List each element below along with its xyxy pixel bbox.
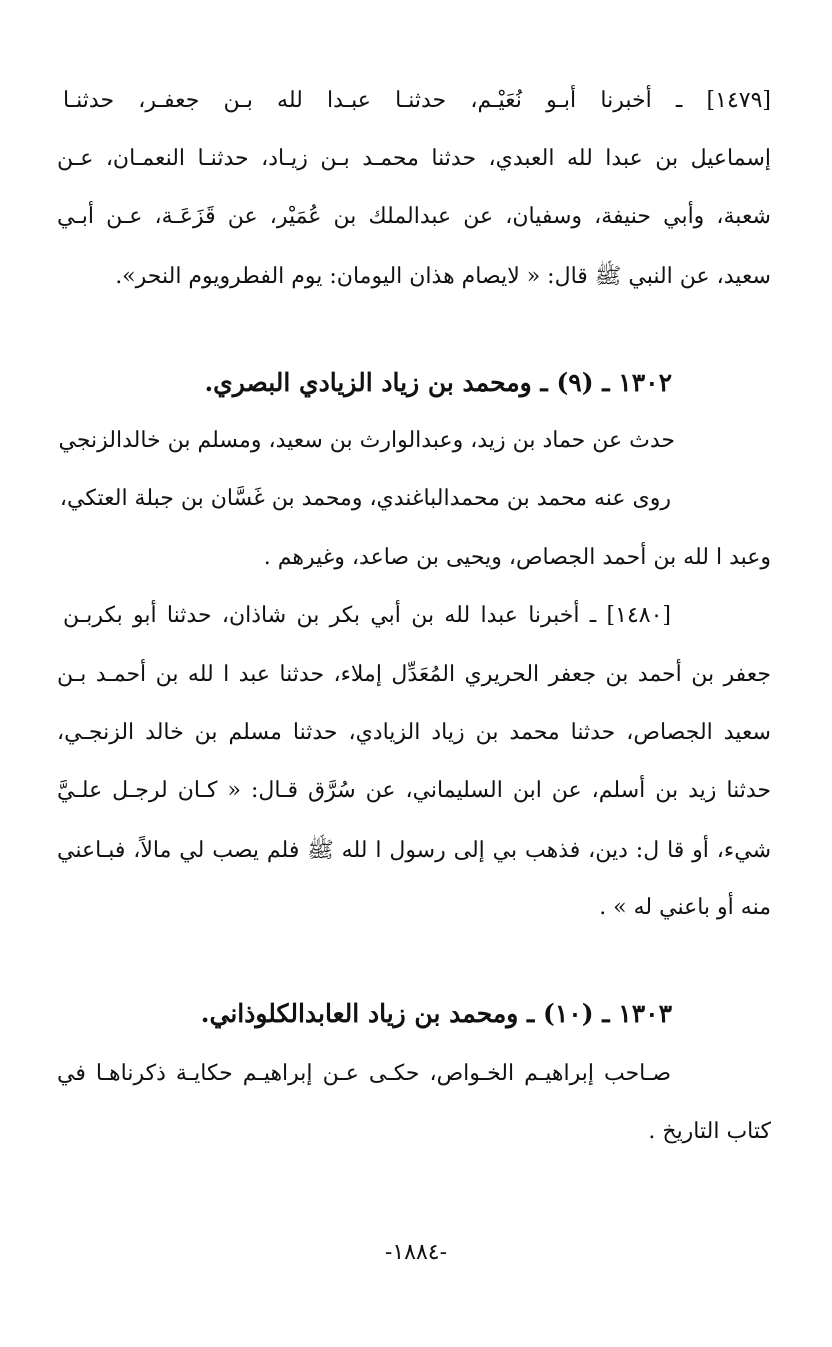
hadith-1479-line-4: سعيد، عن النبي ﷺ قال: « لايصام هذان اليومان: يوم الفطرويوم النحر». — [115, 264, 771, 289]
page-number: -١٨٨٤- — [384, 1240, 448, 1265]
entry-1303-bio-line-2: كتاب التاريخ . — [648, 1119, 771, 1144]
entry-1302-bio-line-2: روى عنه محمد بن محمدالباغندي، ومحمد بن غَسَّان بن جبلة العتكي، — [59, 486, 671, 511]
hadith-1480-line-4: حدثنا زيد بن أسلم، عن ابن السليماني، عن سُرَّق قـال: « كـان لرجـل علـيَّ — [57, 778, 771, 803]
hadith-1480-line-3: سعيد الجصاص، حدثنا محمد بن زياد الزيادي، حدثنا مسلم بن خالد الزنجـي، — [57, 720, 771, 745]
hadith-1479-line-1: [١٤٧٩] ـ أخبرنا أبـو نُعَيْـم، حدثنـا عبـدا لله بـن جعفـر، حدثنـا — [63, 88, 771, 113]
entry-1302-bio-line-1: حدث عن حماد بن زيد، وعبدالوارث بن سعيد، ومسلم بن خالدالزنجي — [58, 428, 675, 453]
hadith-1480-line-1: [١٤٨٠] ـ أخبرنا عبدا لله بن أبي بكر بن شاذان، حدثنا أبو بكربـن — [63, 603, 671, 628]
hadith-1480-line-5: شيء، أو قا ل: دين، فذهب بي إلى رسول ا لله ﷺ فلم يصب لي مالاً، فبـاعني — [57, 838, 771, 863]
entry-1302-bio-line-3: وعبد ا لله بن أحمد الجصاص، ويحيى بن صاعد، وغيرهم . — [263, 545, 771, 570]
hadith-1479-line-2: إسماعيل بن عبدا لله العبدي، حدثنا محمـد بـن زيـاد، حدثنـا النعمـان، عـن — [57, 146, 771, 171]
entry-1302-heading: ١٣٠٢ ـ (٩) ـ ومحمد بن زياد الزيادي البصري. — [204, 368, 672, 397]
entry-1303-heading: ١٣٠٣ ـ (١٠) ـ ومحمد بن زياد العابدالكلوذاني. — [200, 999, 672, 1028]
hadith-1479-line-3: شعبة، وأبي حنيفة، وسفيان، عن عبدالملك بن عُمَيْر، عن قَزَعَـة، عـن أبـي — [57, 204, 771, 229]
hadith-1480-line-6: منه أو باعني له » . — [599, 895, 771, 920]
entry-1303-bio-line-1: صـاحب إبراهيـم الخـواص، حكـى عـن إبراهيـم حكايـة ذكرناهـا في — [57, 1061, 671, 1086]
hadith-1480-line-2: جعفر بن أحمد بن جعفر الحريري المُعَدِّل إملاء، حدثنا عبد ا لله بن أحمـد بـن — [57, 662, 771, 687]
